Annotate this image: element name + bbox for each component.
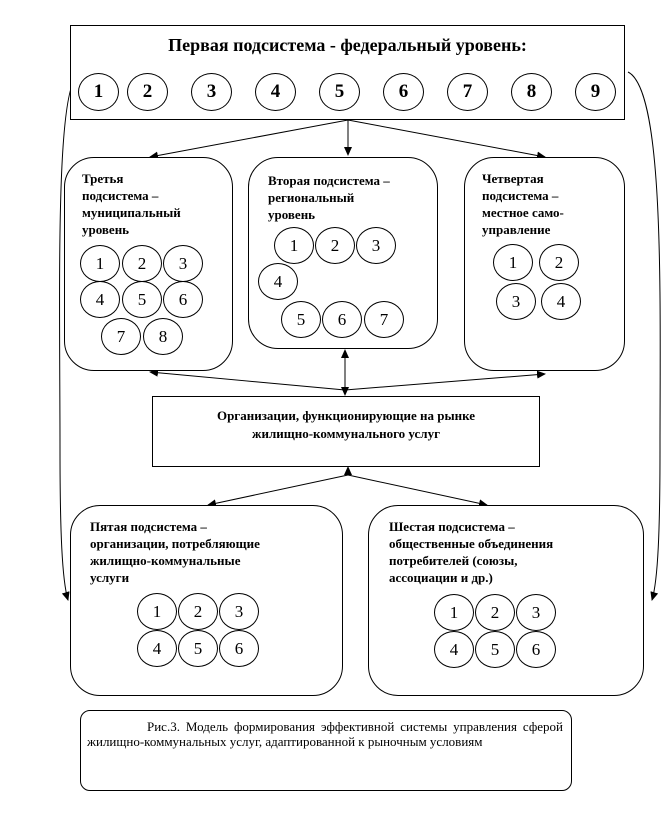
federal-level-box — [70, 25, 625, 120]
local-item: 4 — [541, 283, 581, 320]
arrow-federal-local — [348, 120, 545, 157]
federal-item: 6 — [383, 73, 424, 111]
federal-item: 2 — [127, 73, 168, 111]
municipal-item: 4 — [80, 281, 120, 318]
figure-caption: Рис.3. Модель формирования эффективной системы управления сферой жилищно-коммунальных услуг, адаптированной к рыночным условиям — [87, 719, 563, 749]
local-title: Четвертая подсистема – местное само- управление — [482, 171, 564, 237]
federal-title: Первая подсистема - федеральный уровень: — [168, 35, 527, 55]
regional-item: 6 — [322, 301, 362, 338]
consumers-item: 1 — [137, 593, 177, 630]
associations-item: 2 — [475, 594, 515, 631]
local-item: 3 — [496, 283, 536, 320]
federal-item: 7 — [447, 73, 488, 111]
associations-item: 5 — [475, 631, 515, 668]
federal-item: 9 — [575, 73, 616, 111]
consumers-item: 3 — [219, 593, 259, 630]
consumers-item: 4 — [137, 630, 177, 667]
regional-item: 5 — [281, 301, 321, 338]
arrow-federal-municipal — [150, 120, 348, 157]
associations-item: 6 — [516, 631, 556, 668]
arrow-to-local — [345, 374, 545, 390]
arrow-to-associations — [348, 475, 487, 505]
municipal-item: 1 — [80, 245, 120, 282]
municipal-title: Третья подсистема – муниципальный уровень — [82, 171, 181, 237]
local-item: 1 — [493, 244, 533, 281]
organizations-label: Организации, функционирующие на рынке жилищно-коммунального услуг — [216, 408, 476, 441]
regional-title: Вторая подсистема – региональный уровень — [268, 173, 390, 222]
municipal-item: 8 — [143, 318, 183, 355]
local-item: 2 — [539, 244, 579, 281]
federal-item: 8 — [511, 73, 552, 111]
municipal-item: 2 — [122, 245, 162, 282]
regional-item: 7 — [364, 301, 404, 338]
consumers-title: Пятая подсистема – организации, потребляющие жилищно-коммунальные услуги — [90, 519, 260, 585]
associations-item: 3 — [516, 594, 556, 631]
arrow-to-consumers — [208, 475, 348, 505]
consumers-item: 5 — [178, 630, 218, 667]
municipal-item: 6 — [163, 281, 203, 318]
federal-item: 5 — [319, 73, 360, 111]
figure-caption-box — [80, 710, 572, 791]
federal-item: 3 — [191, 73, 232, 111]
regional-item: 1 — [274, 227, 314, 264]
municipal-item: 7 — [101, 318, 141, 355]
federal-item: 1 — [78, 73, 119, 111]
municipal-item: 5 — [122, 281, 162, 318]
regional-item: 3 — [356, 227, 396, 264]
associations-item: 1 — [434, 594, 474, 631]
associations-item: 4 — [434, 631, 474, 668]
consumers-item: 2 — [178, 593, 218, 630]
municipal-item: 3 — [163, 245, 203, 282]
regional-item: 2 — [315, 227, 355, 264]
regional-item: 4 — [258, 263, 298, 300]
associations-title: Шестая подсистема – общественные объединения потребителей (союзы, ассоциации и др.) — [389, 519, 554, 585]
arrow-to-municipal — [150, 372, 345, 390]
organizations-box — [152, 396, 540, 467]
federal-item: 4 — [255, 73, 296, 111]
consumers-item: 6 — [219, 630, 259, 667]
